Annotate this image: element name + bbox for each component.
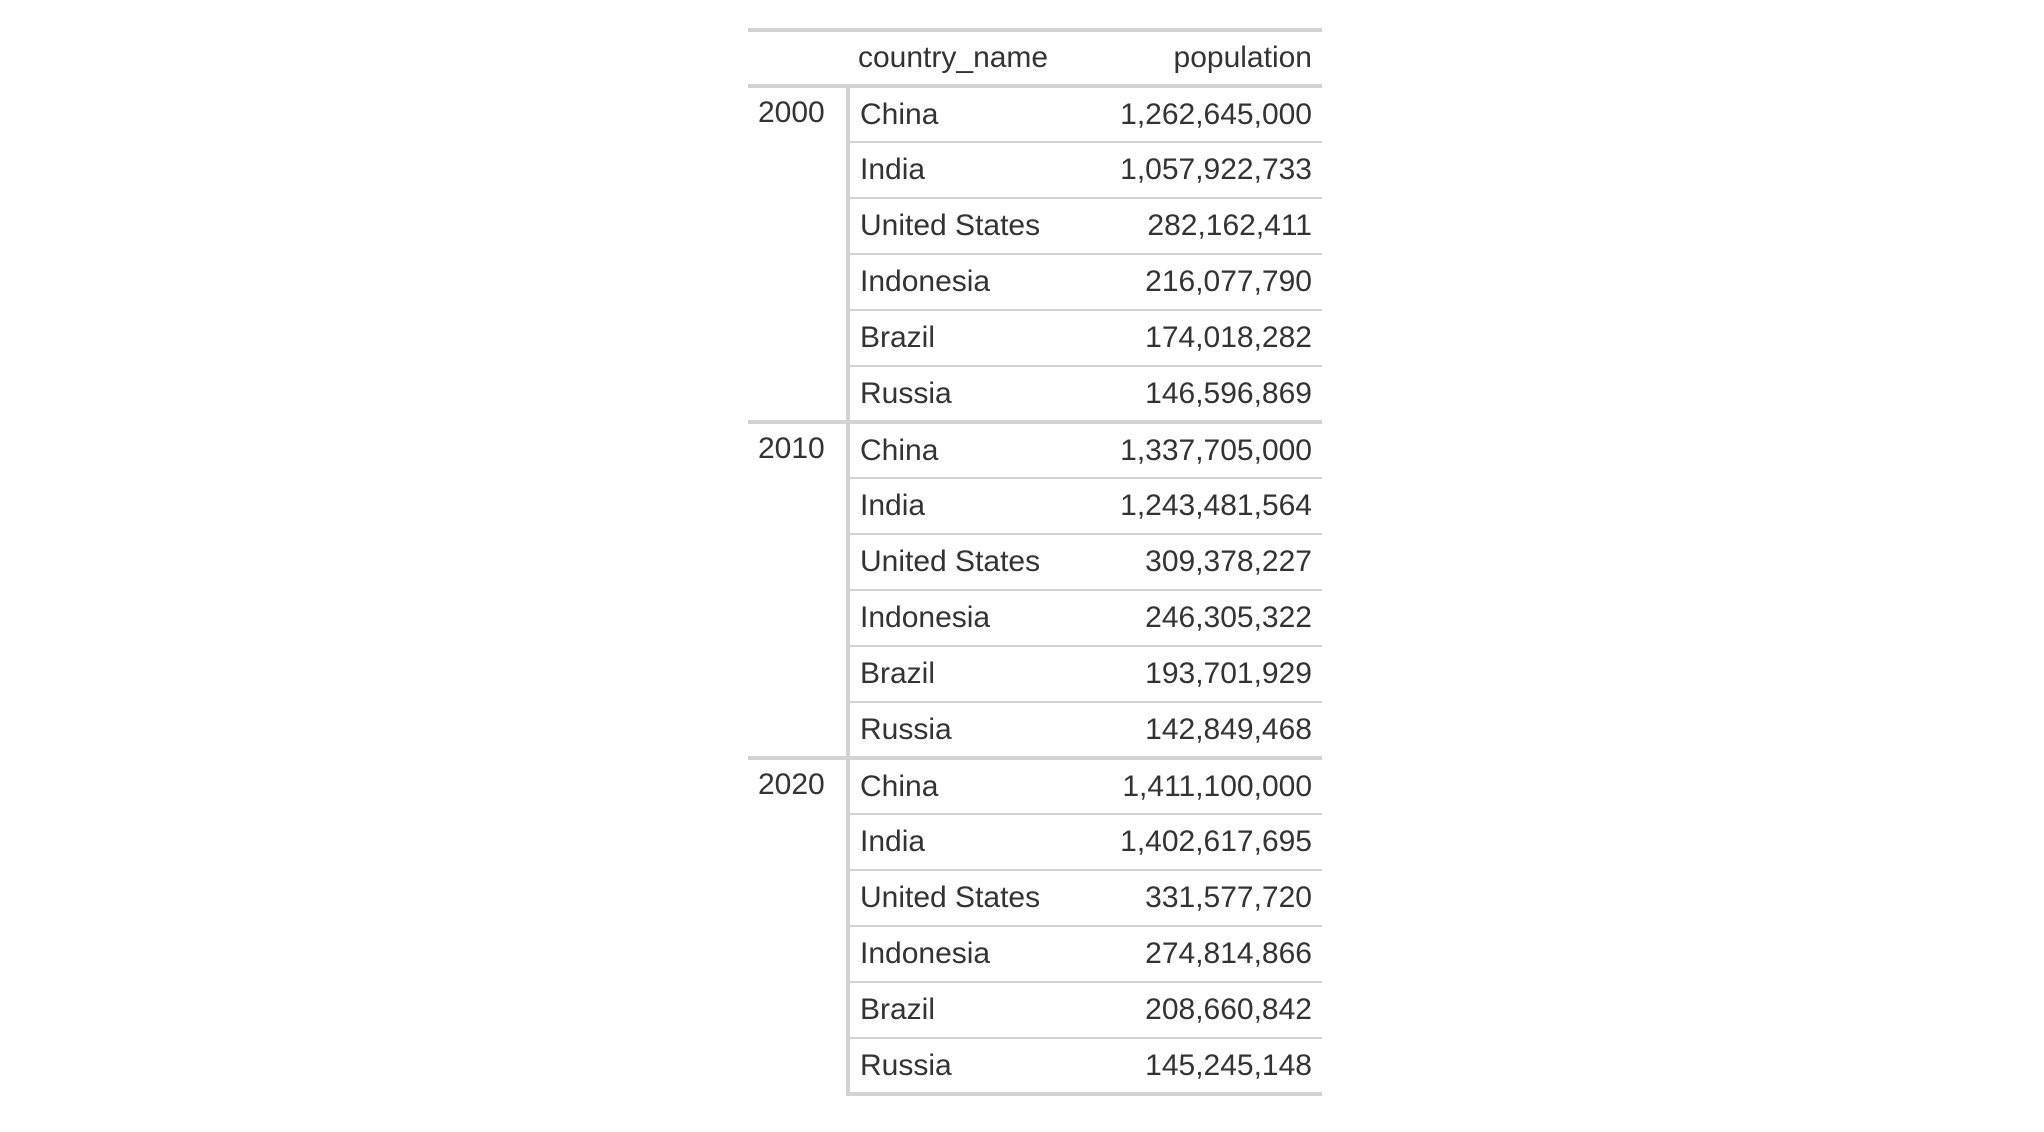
country-cell: Russia [848, 366, 1070, 422]
group-year-label: 2010 [748, 422, 848, 758]
population-cell: 193,701,929 [1070, 646, 1322, 702]
country-cell: China [848, 422, 1070, 478]
table-row [748, 758, 1322, 814]
country-cell: Indonesia [848, 590, 1070, 646]
country-cell: Indonesia [848, 254, 1070, 310]
population-cell: 208,660,842 [1070, 982, 1322, 1038]
year-group-2020 [748, 758, 1322, 1094]
country-cell: India [848, 142, 1070, 198]
country-cell: Brazil [848, 982, 1070, 1038]
population-cell: 142,849,468 [1070, 702, 1322, 758]
population-cell: 1,411,100,000 [1070, 758, 1322, 814]
population-cell: 331,577,720 [1070, 870, 1322, 926]
column-header-country-name: country_name [848, 30, 1070, 86]
country-cell: India [848, 814, 1070, 870]
country-cell: Russia [848, 1038, 1070, 1094]
table-row [748, 422, 1322, 478]
country-cell: China [860, 97, 939, 131]
table-row [748, 86, 1322, 142]
table-header [748, 30, 1322, 86]
population-cell: 246,305,322 [1070, 590, 1322, 646]
group-year-label: 2020 [748, 758, 848, 1094]
population-cell: 145,245,148 [1070, 1038, 1322, 1094]
country-cell: United States [848, 198, 1070, 254]
population-table [748, 28, 1322, 1096]
country-cell: United States [848, 870, 1070, 926]
country-cell: China [848, 758, 1070, 814]
population-cell: 146,596,869 [1070, 366, 1322, 422]
country-cell: Brazil [848, 310, 1070, 366]
country-cell: United States [848, 534, 1070, 590]
group-year-label: 2000 [748, 86, 848, 422]
population-cell: 274,814,866 [1070, 926, 1322, 982]
country-cell: Indonesia [848, 926, 1070, 982]
country-cell: India [848, 478, 1070, 534]
column-header-population: population [1070, 30, 1322, 86]
population-cell: 1,262,645,000 [1120, 97, 1312, 131]
population-cell: 1,337,705,000 [1070, 422, 1322, 478]
population-cell: 1,402,617,695 [1070, 814, 1322, 870]
year-group-2000 [748, 86, 1322, 422]
population-cell: 1,243,481,564 [1070, 478, 1322, 534]
population-cell: 1,057,922,733 [1070, 142, 1322, 198]
population-cell: 174,018,282 [1070, 310, 1322, 366]
header-row [748, 30, 1322, 86]
country-cell: Brazil [848, 646, 1070, 702]
country-cell: Russia [848, 702, 1070, 758]
year-group-2010 [748, 422, 1322, 758]
population-cell: 216,077,790 [1070, 254, 1322, 310]
population-cell: 282,162,411 [1070, 198, 1322, 254]
stub-header [748, 30, 848, 86]
population-cell: 309,378,227 [1070, 534, 1322, 590]
